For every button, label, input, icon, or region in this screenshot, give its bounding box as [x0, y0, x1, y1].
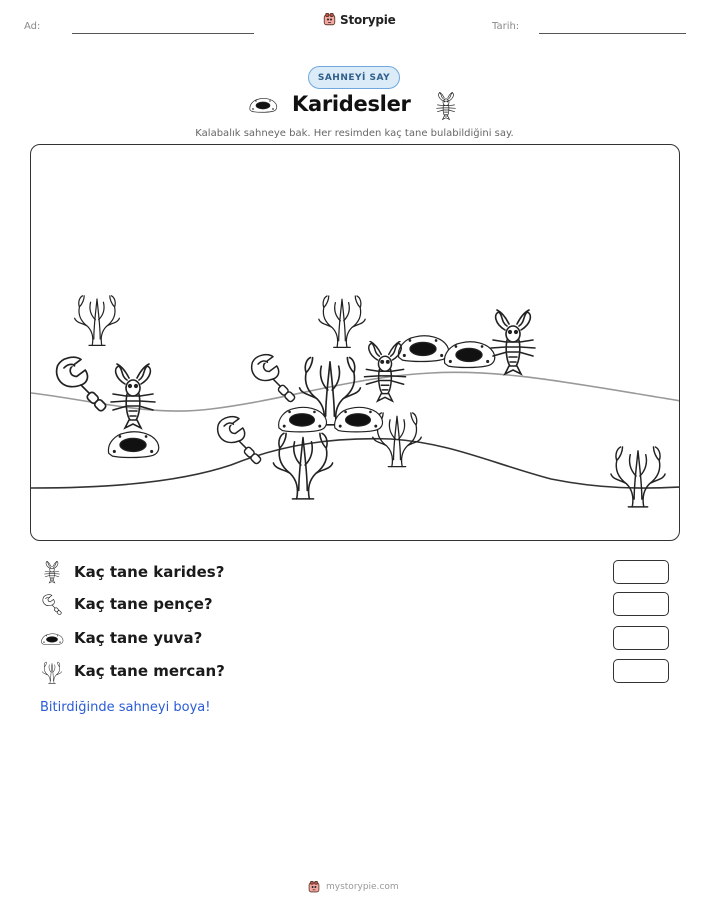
footer-url: mystorypie.com	[326, 882, 399, 892]
storypie-logo-icon	[307, 880, 321, 894]
page-title: Karidesler	[292, 92, 411, 116]
burrow-icon	[444, 342, 494, 368]
coral-icon	[273, 433, 332, 499]
question-row-burrow	[40, 626, 670, 652]
claw-icon	[57, 357, 107, 412]
coral-icon	[319, 296, 365, 347]
coral-icon	[75, 296, 120, 346]
claw-icon	[218, 417, 262, 465]
counting-scene	[30, 144, 680, 541]
shrimp-icon	[491, 310, 535, 374]
name-label: Ad:	[24, 21, 41, 32]
answer-box-burrow[interactable]	[613, 626, 669, 650]
activity-badge: SAHNEYİ SAY	[308, 66, 400, 89]
question-row-coral	[40, 659, 670, 685]
coral-icon	[40, 660, 64, 684]
brand-name: Storypie	[340, 12, 396, 27]
question-text: Kaç tane mercan?	[74, 662, 225, 680]
instructions: Kalabalık sahneye bak. Her resimden kaç tane bulabildiğini say.	[195, 128, 514, 139]
scene-illustration	[31, 145, 680, 541]
brand-logo	[322, 12, 396, 27]
question-text: Kaç tane pençe?	[74, 595, 213, 613]
date-label: Tarih:	[492, 21, 520, 32]
burrow-icon	[279, 407, 327, 432]
shrimp-icon	[40, 561, 64, 585]
answer-box-coral[interactable]	[613, 659, 669, 683]
burrow-icon	[40, 631, 64, 647]
name-line[interactable]	[72, 33, 254, 34]
footer	[307, 880, 399, 894]
answer-box-shrimp[interactable]	[613, 560, 669, 584]
shrimp-icon	[433, 92, 459, 122]
burrow-icon	[398, 336, 448, 362]
date-line[interactable]	[539, 33, 686, 34]
question-text: Kaç tane karides?	[74, 563, 225, 581]
claw-icon	[40, 593, 64, 617]
storypie-logo-icon	[322, 12, 337, 27]
answer-box-claw[interactable]	[613, 592, 669, 616]
question-row-shrimp	[40, 560, 670, 586]
finish-note: Bitirdiğinde sahneyi boya!	[40, 700, 211, 715]
burrow-icon	[108, 432, 158, 458]
claw-icon	[252, 355, 296, 403]
question-row-claw	[40, 592, 670, 618]
burrow-icon	[335, 407, 383, 432]
coral-icon	[611, 447, 665, 507]
question-text: Kaç tane yuva?	[74, 629, 203, 647]
shrimp-icon	[111, 364, 155, 428]
burrow-icon	[248, 96, 278, 114]
title-row	[0, 92, 709, 124]
